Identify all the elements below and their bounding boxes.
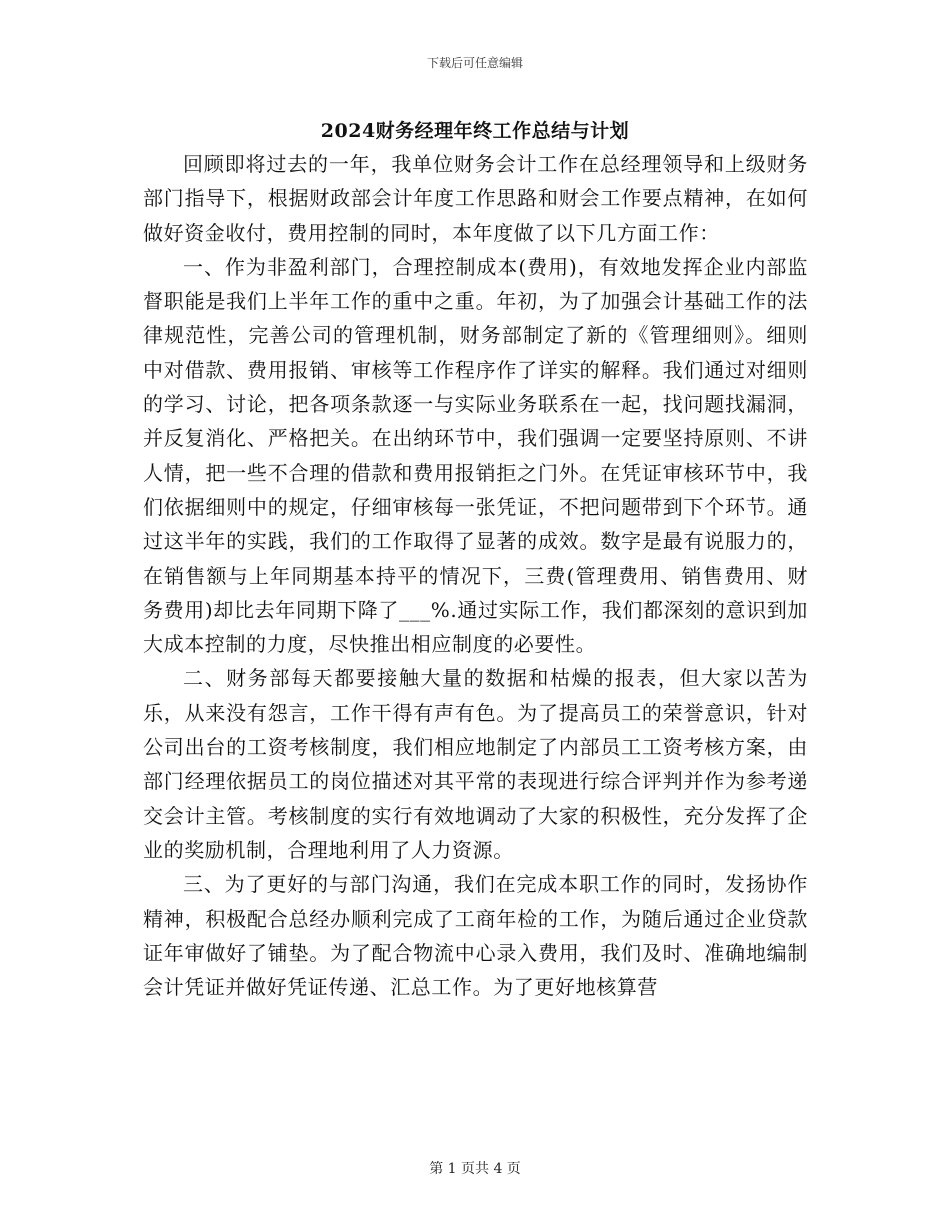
paragraph-section-1: 一、作为非盈利部门，合理控制成本(费用)，有效地发挥企业内部监督职能是我们上半年工作的重中之重。年初，为了加强会计基础工作的法律规范性，完善公司的管理机制，财务部制定了新的《管理细则》。细则中对借款、费用报销、审核等工作程序作了详实的解释。我们通过对细则的学习、讨论，把各项条款逐一与实际业务联系在一起，找问题找漏洞，并反复消化、严格把关。在出纳环节中，我们强调一定要坚持原则、不讲人情，把一些不合理的借款和费用报销拒之门外。在凭证审核环节中，我们依据细则中的规定，仔细审核每一张凭证，不把问题带到下个环节。通过这半年的实践，我们的工作取得了显著的成效。数字是最有说服力的，在销售额与上年同期基本持平的情况下，三费(管理费用、销售费用、财务费用)却比去年同期下降了___%.通过实际工作，我们都深刻的意识到加大成本控制的力度，尽快推出相应制度的必要性。 xyxy=(143,254,808,657)
paragraph-section-3: 三、为了更好的与部门沟通，我们在完成本职工作的同时，发扬协作精神，积极配合总经办顺利完成了工商年检的工作，为随后通过企业贷款证年审做好了铺垫。为了配合物流中心录入费用，我们及时、准确地编制会计凭证并做好凭证传递、汇总工作。为了更好地核算营 xyxy=(143,872,808,1000)
page-number: 第 1 页共 4 页 xyxy=(429,1161,521,1177)
paragraph-intro: 回顾即将过去的一年，我单位财务会计工作在总经理领导和上级财务部门指导下，根据财政部会计年度工作思路和财会工作要点精神，在如何做好资金收付，费用控制的同时，本年度做了以下几方面工作： xyxy=(143,152,808,245)
document-body xyxy=(143,147,808,1004)
page-header-note: 下载后可任意编辑 xyxy=(426,56,523,70)
document-title: 2024财务经理年终工作总结与计划 xyxy=(320,120,630,142)
paragraph-section-2: 二、财务部每天都要接触大量的数据和枯燥的报表，但大家以苦为乐，从来没有怨言，工作干得有声有色。为了提高员工的荣誉意识，针对公司出台的工资考核制度，我们相应地制定了内部员工工资考核方案，由部门经理依据员工的岗位描述对其平常的表现进行综合评判并作为参考递交会计主管。考核制度的实行有效地调动了大家的积极性，充分发挥了企业的奖励机制，合理地利用了人力资源。 xyxy=(143,666,808,862)
